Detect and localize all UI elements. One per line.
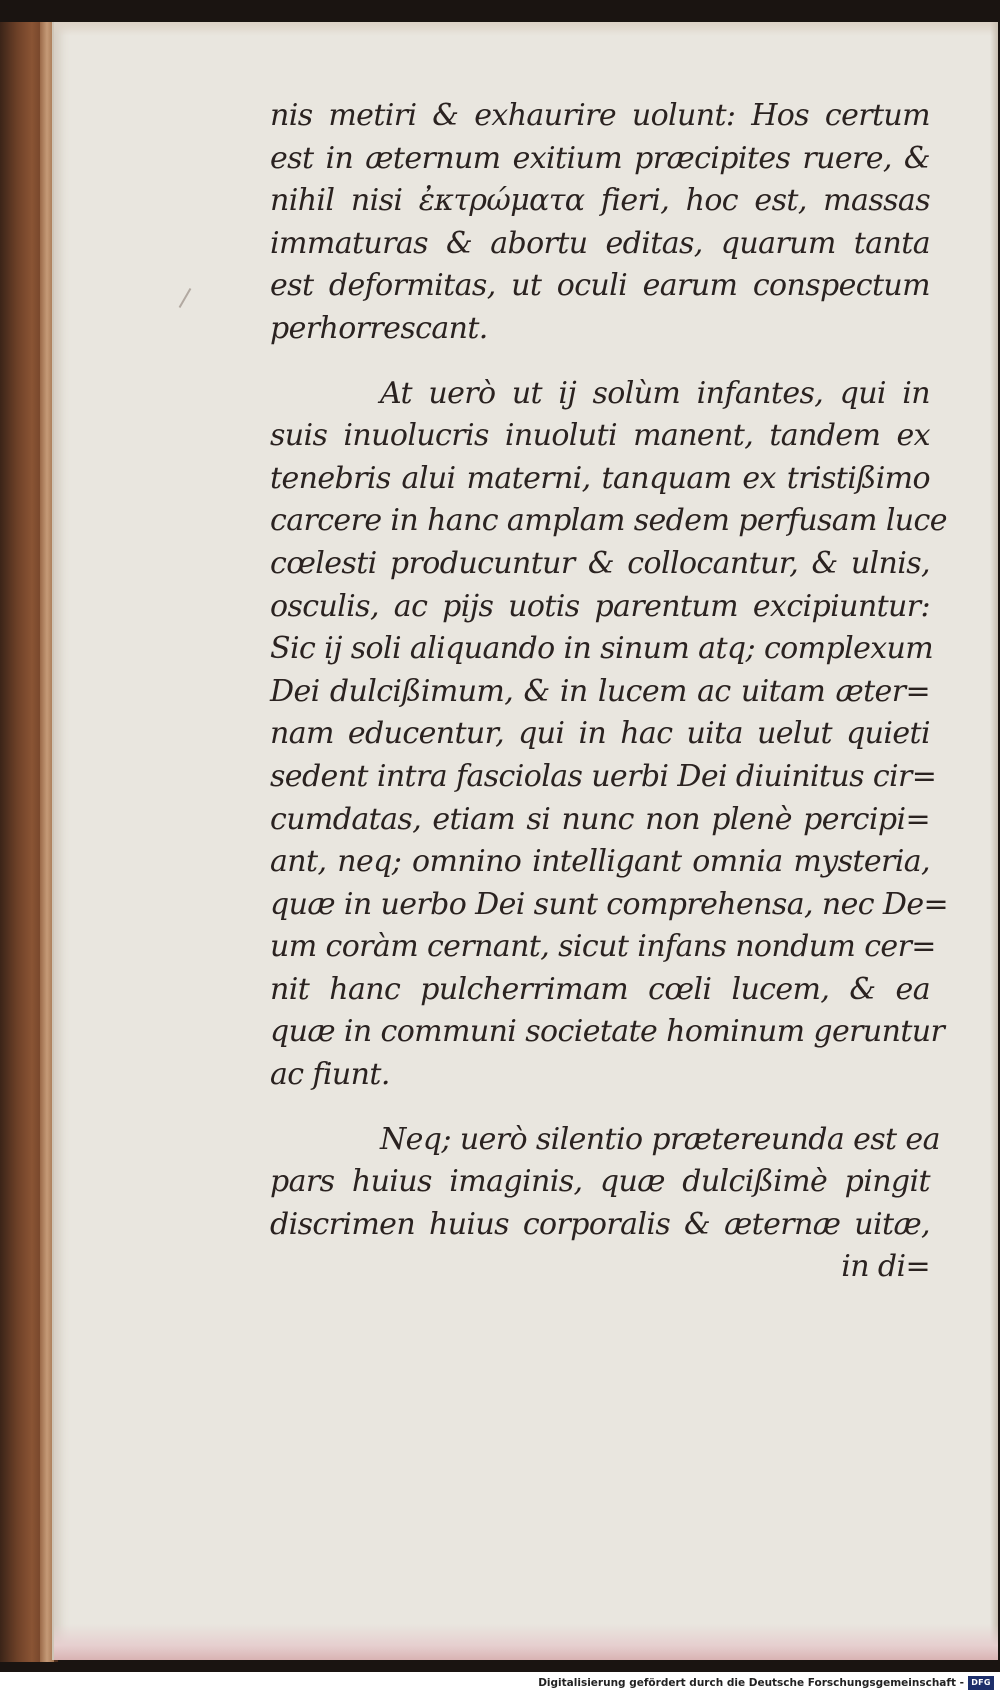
text-line: ac fiunt.	[270, 1057, 390, 1093]
text-line: cœlesti producuntur & collocantur, & ulnis,	[270, 545, 930, 581]
dfg-logo-icon: DFG	[968, 1676, 994, 1690]
digitization-footer	[0, 1672, 1000, 1696]
text-line: cumdatas, etiam si nunc non plenè percipi=	[270, 801, 930, 837]
body-text	[270, 95, 949, 1289]
text-line: Dei dulcißimum, & in lucem ac uitam æter=	[270, 673, 930, 709]
text-line: At uerò ut ij solùm infantes, qui in	[380, 375, 930, 411]
text-line: tenebris alui materni, tanquam ex tristißimo	[270, 460, 930, 496]
paragraph-2	[270, 373, 949, 1097]
text-line: quæ in uerbo Dei sunt comprehensa, nec De=	[270, 886, 949, 922]
text-line: discrimen huius corporalis & æternæ uitæ,	[270, 1206, 930, 1242]
text-line: perhorrescant.	[270, 310, 488, 346]
paragraph-1	[270, 95, 930, 351]
text-line: ant, neq; omnino intelligant omnia mysteria,	[270, 844, 930, 880]
text-line: Neq; uerò silentio prætereunda est ea	[380, 1121, 940, 1157]
text-line: est deformitas, ut oculi earum conspectum	[270, 268, 930, 304]
text-line: nit hanc pulcherrimam cœli lucem, & ea	[270, 971, 930, 1007]
text-line: est in æternum exitium præcipites ruere, &	[270, 140, 930, 176]
text-line: nis metiri & exhaurire uolunt: Hos certum	[270, 98, 930, 133]
footer-credit: Digitalisierung gefördert durch die Deutsche Forschungsgemeinschaft -	[538, 1677, 964, 1689]
text-line: sedent intra fasciolas uerbi Dei diuinitus cir=	[270, 758, 937, 794]
paragraph-3	[270, 1119, 940, 1247]
page-right-edge	[990, 22, 998, 1660]
text-line: suis inuolucris inuoluti manent, tandem ex	[270, 418, 930, 454]
page-bottom-stain	[54, 1624, 998, 1660]
text-line: um coràm cernant, sicut infans nondum cer=	[270, 929, 936, 965]
text-line: pars huius imaginis, quæ dulcißimè pingit	[270, 1164, 930, 1200]
text-line: carcere in hanc amplam sedem perfusam luce	[270, 503, 947, 539]
page-top-edge	[54, 22, 998, 36]
text-line: osculis, ac pijs uotis parentum excipiuntur:	[270, 588, 930, 624]
text-line: immaturas & abortu editas, quarum tanta	[270, 225, 930, 261]
text-line: nihil nisi ἐκτρώματα fieri, hoc est, massas	[270, 183, 930, 219]
catchword: in di=	[841, 1249, 930, 1285]
text-line: Sic ij soli aliquando in sinum atq; complexum	[270, 631, 934, 667]
pencil-mark	[179, 288, 192, 308]
text-line: quæ in communi societate hominum geruntur	[270, 1014, 945, 1050]
text-line: nam educentur, qui in hac uita uelut quieti	[270, 716, 930, 752]
